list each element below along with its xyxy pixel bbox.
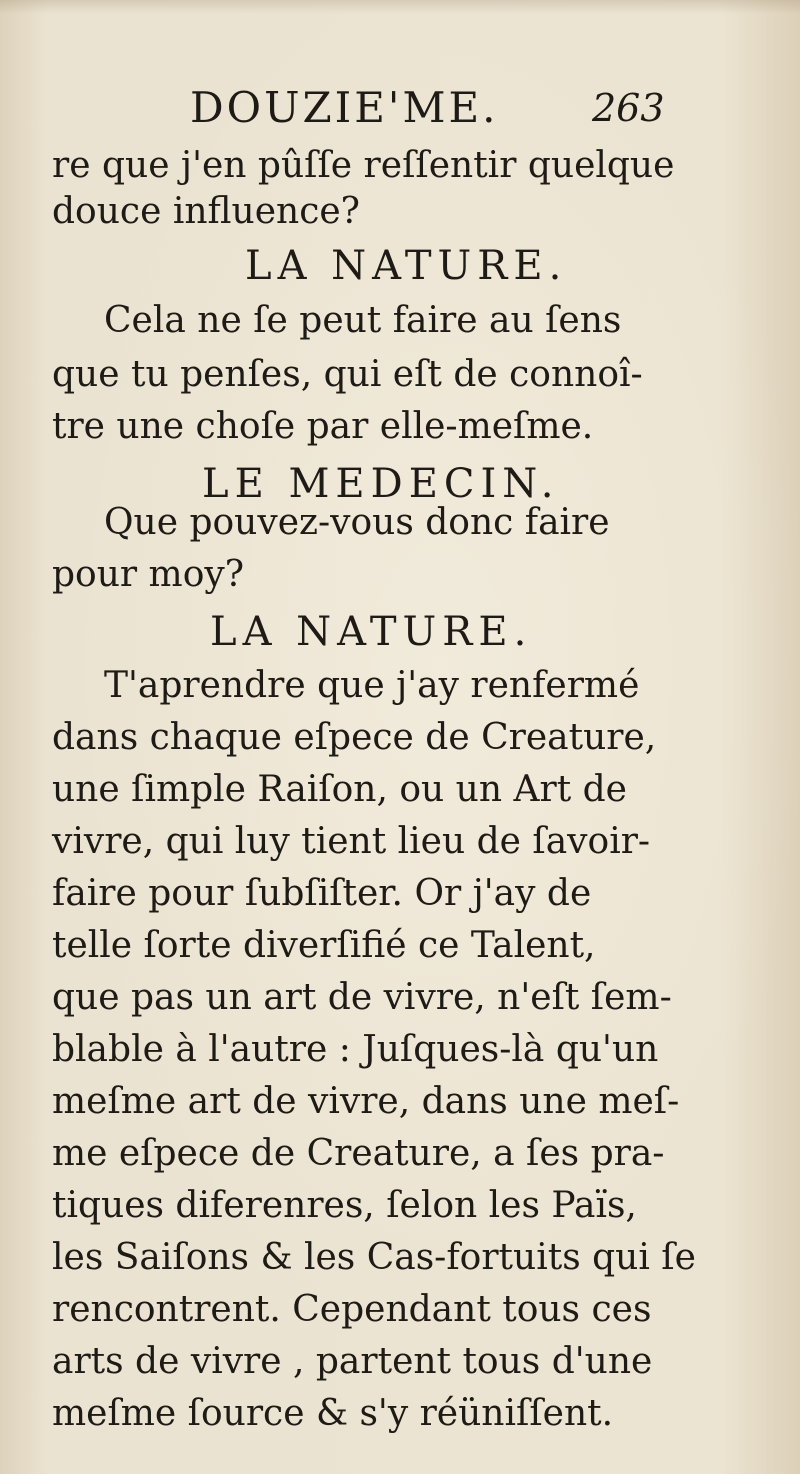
speaker-heading-la-nature: LA NATURE. (210, 609, 533, 655)
text-line: douce influence? (52, 191, 360, 232)
text-line: tre une choſe par elle-meſme. (52, 406, 594, 447)
text-line: arts de vivre , partent tous d'une (52, 1341, 653, 1382)
text-line: que tu penſes, qui eſt de connoî- (52, 354, 643, 395)
text-line: meſme art de vivre, dans une meſ- (52, 1081, 680, 1122)
text-line: Que pouvez-vous donc faire (104, 502, 610, 543)
text-line: tiques diferenres, ſelon les Païs, (52, 1185, 637, 1226)
running-title: DOUZIE'ME. (190, 83, 499, 132)
page-number: 263 (592, 86, 665, 130)
text-line: les Saiſons & les Cas-fortuits qui ſe (52, 1237, 696, 1278)
speaker-heading-la-nature: LA NATURE. (245, 243, 568, 289)
running-head (190, 80, 665, 136)
text-line: telle ſorte diverſifié ce Talent, (52, 925, 596, 966)
text-line: faire pour ſubſiſter. Or j'ay de (52, 873, 592, 914)
text-line: T'aprendre que j'ay renfermé (104, 665, 640, 706)
text-line: dans chaque eſpece de Creature, (52, 717, 657, 758)
text-line: blable à l'autre : Juſques-là qu'un (52, 1029, 659, 1070)
text-line: que pas un art de vivre, n'eſt ſem- (52, 977, 672, 1018)
text-line: me eſpece de Creature, a ſes pra- (52, 1133, 665, 1174)
text-line: re que j'en pûſſe reſſentir quelque (52, 145, 675, 186)
text-line: une ſimple Raiſon, ou un Art de (52, 769, 627, 810)
page-edge-shadow (0, 0, 800, 14)
text-line: pour moy? (52, 554, 245, 595)
text-line: meſme ſource & s'y réüniſſent. (52, 1393, 614, 1434)
speaker-heading-le-medecin: LE MEDECIN. (202, 461, 560, 507)
text-line: vivre, qui luy tient lieu de ſavoir- (52, 821, 651, 862)
text-line: rencontrent. Cependant tous ces (52, 1289, 652, 1330)
text-line: Cela ne ſe peut faire au ſens (104, 300, 622, 341)
